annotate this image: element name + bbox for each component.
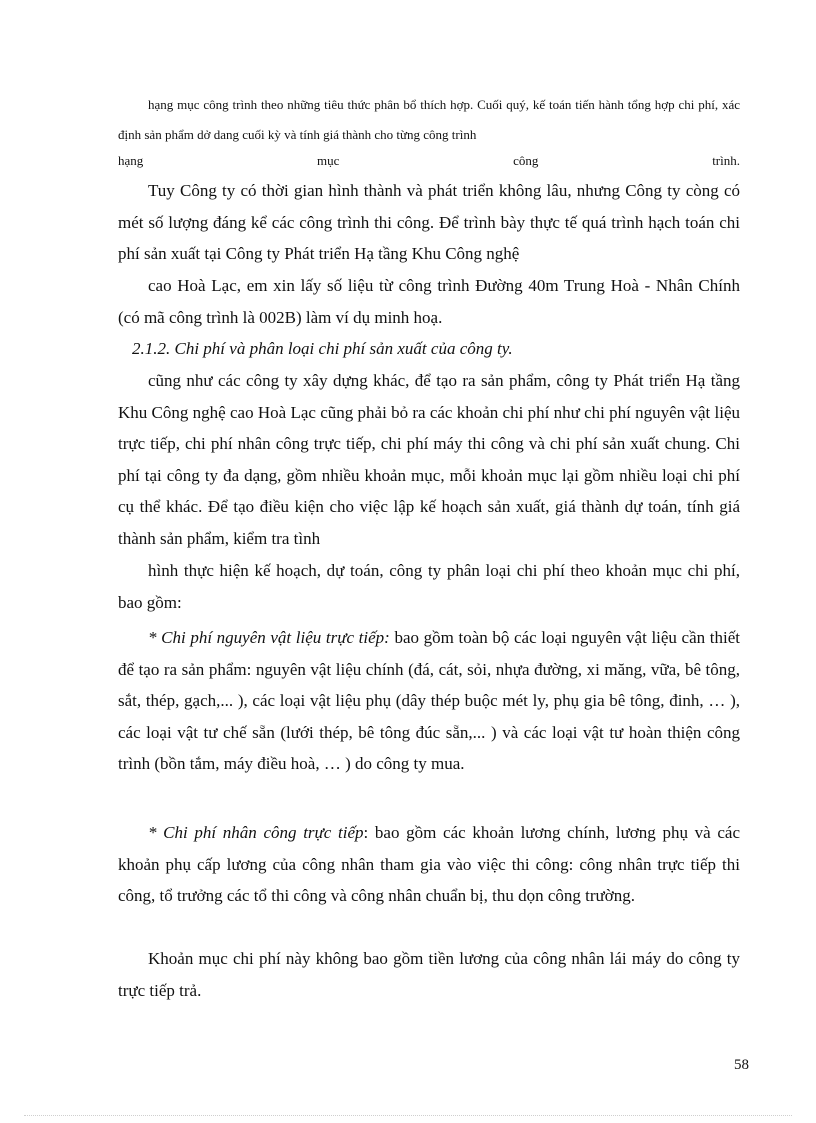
paragraph-material-cost xyxy=(118,622,740,780)
paragraph-company-intro: Tuy Công ty có thời gian hình thành và phát triển không lâu, nhưng Công ty còng có mét số lượng đáng kể các công trình thi công. Để trình bày thực tế quá trình hạch toán chi phí sản xuất tại Công ty Phát triển Hạ tầng Khu Công nghệ xyxy=(118,181,740,264)
material-cost-text: bao gồm toàn bộ các loại nguyên vật liệu cần thiết để tạo ra sản phẩm: nguyên vật liệu chính (đá, cát, sỏi, nhựa đường, xi măng, vữa, bê tông, sắt, thép, gạch,... ), các loại vật liệu phụ (dây thép buộc mét ly, phụ gia bê tông, đinh, … ), các loại vật tư chế sẵn (lưới thép, bê tông đúc sẵn,... ) và các loại vật tư hoàn thiện công trình (bồn tắm, máy điều hoà, … ) do công ty mua. xyxy=(118,628,740,774)
page-number: 58 xyxy=(734,1057,749,1073)
page-bottom-border xyxy=(24,1115,792,1116)
paragraph-cost-allocation-end: hạng mục công trình. xyxy=(118,153,740,168)
section-heading: 2.1.2. Chi phí và phân loại chi phí sản xuất của công ty. xyxy=(132,339,513,358)
paragraph-cost-allocation: hạng mục công trình theo những tiêu thức phân bổ thích hợp. Cuối quý, kế toán tiến hành tổng hợp chi phí, xác định sản phẩm dở dang cuối kỳ và tính giá thành cho từng công trình xyxy=(118,97,740,142)
labor-cost-text: : bao gồm các khoản lương chính, lương phụ và các khoản phụ cấp lương của công nhân tham gia vào việc thi công: công nhân trực tiếp thi công, tổ trưởng các tổ thi công và công nhân chuẩn bị, thu dọn công trường. xyxy=(118,823,740,906)
paragraph-labor-exclusion: Khoản mục chi phí này không bao gồm tiền lương của công nhân lái máy do công ty trực tiếp trả. xyxy=(118,949,740,1000)
labor-cost-label: * Chi phí nhân công trực tiếp xyxy=(148,823,364,842)
paragraph-cost-classification: hình thực hiện kế hoạch, dự toán, công ty phân loại chi phí theo khoản mục chi phí, bao gồm: xyxy=(118,561,740,612)
paragraph-cost-overview: cũng như các công ty xây dựng khác, để tạo ra sản phẩm, công ty Phát triển Hạ tầng Khu Công nghệ cao Hoà Lạc cũng phải bỏ ra các khoản chi phí như chi phí nguyên vật liệu trực tiếp, chi phí nhân công trực tiếp, chi phí máy thi công và chi phí sản xuất chung. Chi phí tại công ty đa dạng, gồm nhiều khoản mục, mỗi khoản mục lại gồm nhiều loại chi phí cụ thể khác. Để tạo điều kiện cho việc lập kế hoạch sản xuất, giá thành dự toán, tính giá thành sản phẩm, kiểm tra tình xyxy=(118,371,740,548)
paragraph-example-project: cao Hoà Lạc, em xin lấy số liệu từ công trình Đường 40m Trung Hoà - Nhân Chính (có mã công trình là 002B) làm ví dụ minh hoạ. xyxy=(118,276,740,327)
material-cost-label: * Chi phí nguyên vật liệu trực tiếp: xyxy=(148,628,390,647)
paragraph-labor-cost xyxy=(118,817,740,912)
